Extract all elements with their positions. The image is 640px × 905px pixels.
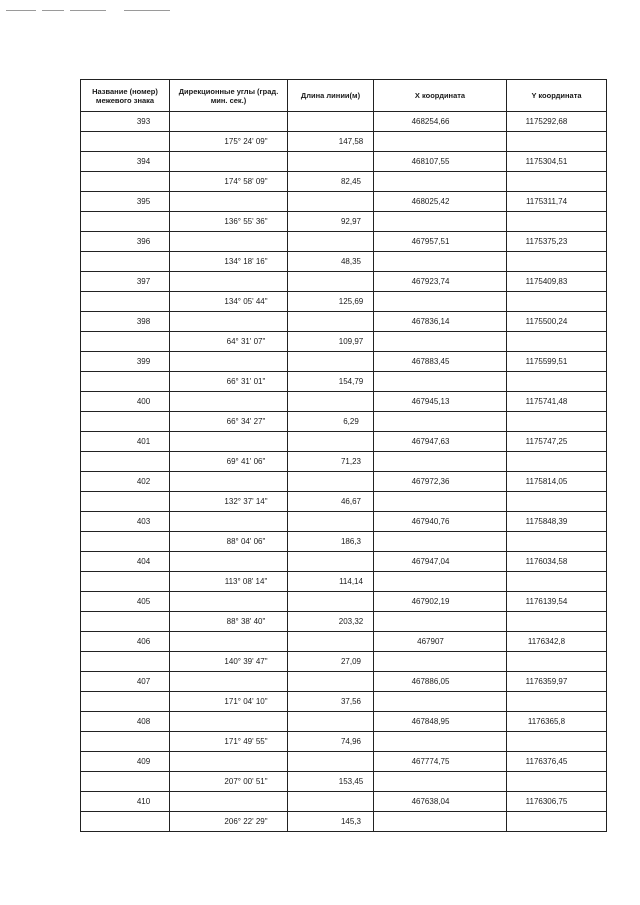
cell-point-name	[81, 292, 170, 312]
cell-x-coordinate: 467774,75	[374, 752, 507, 772]
cell-point-name	[81, 452, 170, 472]
cell-y-coordinate	[507, 812, 607, 832]
cell-y-coordinate: 1176306,75	[507, 792, 607, 812]
table-row-segment	[81, 212, 607, 232]
cell-x-coordinate	[374, 692, 507, 712]
cell-line-length	[288, 672, 374, 692]
cell-direction-angle: 136° 55' 36"	[170, 212, 288, 232]
boundary-coordinates-table	[80, 79, 607, 832]
cell-direction-angle	[170, 392, 288, 412]
cell-x-coordinate: 467947,63	[374, 432, 507, 452]
cell-direction-angle	[170, 152, 288, 172]
cell-direction-angle	[170, 712, 288, 732]
cell-direction-angle: 134° 18' 16"	[170, 252, 288, 272]
cell-direction-angle: 174° 58' 09"	[170, 172, 288, 192]
cell-direction-angle	[170, 752, 288, 772]
cell-x-coordinate: 467886,05	[374, 672, 507, 692]
cell-line-length	[288, 592, 374, 612]
cell-direction-angle: 64° 31' 07"	[170, 332, 288, 352]
cell-line-length	[288, 632, 374, 652]
table-row-point	[81, 192, 607, 212]
cell-line-length: 6,29	[288, 412, 374, 432]
cell-y-coordinate: 1176034,58	[507, 552, 607, 572]
cell-y-coordinate	[507, 292, 607, 312]
cell-x-coordinate	[374, 292, 507, 312]
table-row-segment	[81, 492, 607, 512]
cell-y-coordinate	[507, 332, 607, 352]
cell-x-coordinate	[374, 412, 507, 432]
cell-point-name: 396	[81, 232, 170, 252]
cell-y-coordinate: 1175375,23	[507, 232, 607, 252]
table-row-segment	[81, 412, 607, 432]
cell-x-coordinate: 468107,55	[374, 152, 507, 172]
table-header	[81, 80, 607, 112]
cell-point-name	[81, 812, 170, 832]
cell-y-coordinate	[507, 732, 607, 752]
cell-x-coordinate: 468254,66	[374, 112, 507, 132]
cell-line-length	[288, 192, 374, 212]
cell-line-length: 109,97	[288, 332, 374, 352]
cell-point-name: 397	[81, 272, 170, 292]
cell-y-coordinate: 1175292,68	[507, 112, 607, 132]
table-row-point	[81, 472, 607, 492]
cell-point-name	[81, 652, 170, 672]
cell-y-coordinate	[507, 132, 607, 152]
cell-direction-angle	[170, 192, 288, 212]
cell-x-coordinate	[374, 372, 507, 392]
cell-line-length	[288, 352, 374, 372]
cell-point-name: 393	[81, 112, 170, 132]
cell-y-coordinate: 1175741,48	[507, 392, 607, 412]
cell-direction-angle: 175° 24' 09"	[170, 132, 288, 152]
cell-direction-angle: 113° 08' 14"	[170, 572, 288, 592]
cell-point-name: 403	[81, 512, 170, 532]
table-body	[81, 112, 607, 832]
cell-point-name: 399	[81, 352, 170, 372]
cell-direction-angle: 140° 39' 47"	[170, 652, 288, 672]
cell-direction-angle	[170, 432, 288, 452]
cell-point-name: 394	[81, 152, 170, 172]
cell-y-coordinate: 1176342,8	[507, 632, 607, 652]
cell-point-name: 402	[81, 472, 170, 492]
scan-artifact-lines	[6, 10, 176, 14]
cell-line-length: 125,69	[288, 292, 374, 312]
cell-direction-angle: 69° 41' 06"	[170, 452, 288, 472]
table-row-segment	[81, 652, 607, 672]
cell-line-length	[288, 112, 374, 132]
cell-line-length: 92,97	[288, 212, 374, 232]
cell-direction-angle	[170, 272, 288, 292]
table-row-point	[81, 552, 607, 572]
cell-point-name: 398	[81, 312, 170, 332]
table-row-point	[81, 792, 607, 812]
cell-line-length	[288, 232, 374, 252]
cell-x-coordinate	[374, 452, 507, 472]
cell-direction-angle	[170, 472, 288, 492]
cell-line-length: 71,23	[288, 452, 374, 472]
header-direction-angle: Дирекционные углы (град. мин. сек.)	[170, 80, 288, 112]
cell-point-name: 401	[81, 432, 170, 452]
table-row-point	[81, 312, 607, 332]
cell-line-length: 74,96	[288, 732, 374, 752]
table-row-point	[81, 392, 607, 412]
cell-y-coordinate: 1176359,97	[507, 672, 607, 692]
cell-y-coordinate	[507, 532, 607, 552]
cell-direction-angle: 207° 00' 51"	[170, 772, 288, 792]
table-row-point	[81, 632, 607, 652]
cell-y-coordinate: 1175814,05	[507, 472, 607, 492]
table-row-segment	[81, 372, 607, 392]
cell-x-coordinate	[374, 572, 507, 592]
table-row-point	[81, 272, 607, 292]
cell-line-length: 37,56	[288, 692, 374, 712]
cell-x-coordinate: 467947,04	[374, 552, 507, 572]
cell-x-coordinate	[374, 132, 507, 152]
cell-point-name	[81, 372, 170, 392]
cell-line-length: 114,14	[288, 572, 374, 592]
cell-point-name: 404	[81, 552, 170, 572]
cell-y-coordinate	[507, 252, 607, 272]
table-row-point	[81, 752, 607, 772]
cell-point-name: 407	[81, 672, 170, 692]
cell-line-length	[288, 272, 374, 292]
cell-y-coordinate: 1176376,45	[507, 752, 607, 772]
cell-x-coordinate	[374, 332, 507, 352]
cell-direction-angle: 88° 04' 06"	[170, 532, 288, 552]
cell-direction-angle	[170, 592, 288, 612]
cell-y-coordinate	[507, 572, 607, 592]
cell-direction-angle: 171° 49' 55"	[170, 732, 288, 752]
cell-line-length: 46,67	[288, 492, 374, 512]
cell-line-length	[288, 552, 374, 572]
cell-direction-angle	[170, 512, 288, 532]
table-row-point	[81, 512, 607, 532]
cell-line-length	[288, 432, 374, 452]
table-row-segment	[81, 692, 607, 712]
cell-point-name	[81, 172, 170, 192]
cell-x-coordinate: 467836,14	[374, 312, 507, 332]
cell-line-length	[288, 392, 374, 412]
cell-point-name	[81, 212, 170, 232]
table-row-point	[81, 712, 607, 732]
cell-y-coordinate	[507, 652, 607, 672]
cell-direction-angle: 66° 31' 01"	[170, 372, 288, 392]
cell-point-name	[81, 412, 170, 432]
table-row-segment	[81, 572, 607, 592]
table-row-point	[81, 112, 607, 132]
cell-direction-angle	[170, 552, 288, 572]
cell-x-coordinate: 467923,74	[374, 272, 507, 292]
cell-y-coordinate	[507, 372, 607, 392]
cell-direction-angle: 206° 22' 29"	[170, 812, 288, 832]
cell-y-coordinate	[507, 412, 607, 432]
table-row-segment	[81, 292, 607, 312]
cell-point-name	[81, 612, 170, 632]
cell-y-coordinate	[507, 212, 607, 232]
cell-x-coordinate: 468025,42	[374, 192, 507, 212]
cell-point-name: 409	[81, 752, 170, 772]
cell-y-coordinate: 1175409,83	[507, 272, 607, 292]
cell-point-name: 406	[81, 632, 170, 652]
cell-direction-angle: 66° 34' 27"	[170, 412, 288, 432]
cell-point-name: 395	[81, 192, 170, 212]
header-point-name: Название (номер) межевого знака	[81, 80, 170, 112]
cell-point-name	[81, 252, 170, 272]
cell-x-coordinate: 467848,95	[374, 712, 507, 732]
cell-direction-angle: 171° 04' 10"	[170, 692, 288, 712]
cell-line-length: 203,32	[288, 612, 374, 632]
cell-line-length	[288, 512, 374, 532]
cell-line-length	[288, 712, 374, 732]
table-row-segment	[81, 732, 607, 752]
cell-x-coordinate	[374, 252, 507, 272]
table-row-segment	[81, 172, 607, 192]
cell-direction-angle	[170, 352, 288, 372]
cell-direction-angle	[170, 232, 288, 252]
cell-direction-angle: 134° 05' 44"	[170, 292, 288, 312]
table-row-segment	[81, 252, 607, 272]
cell-y-coordinate: 1175304,51	[507, 152, 607, 172]
cell-point-name	[81, 332, 170, 352]
cell-x-coordinate	[374, 772, 507, 792]
cell-point-name	[81, 692, 170, 712]
table-row-segment	[81, 452, 607, 472]
cell-point-name	[81, 772, 170, 792]
cell-y-coordinate	[507, 772, 607, 792]
cell-point-name	[81, 132, 170, 152]
cell-y-coordinate: 1176139,54	[507, 592, 607, 612]
cell-line-length: 147,58	[288, 132, 374, 152]
cell-x-coordinate	[374, 492, 507, 512]
cell-x-coordinate	[374, 732, 507, 752]
cell-x-coordinate	[374, 812, 507, 832]
cell-line-length: 186,3	[288, 532, 374, 552]
cell-y-coordinate	[507, 172, 607, 192]
cell-line-length: 48,35	[288, 252, 374, 272]
cell-x-coordinate: 467957,51	[374, 232, 507, 252]
cell-point-name: 408	[81, 712, 170, 732]
cell-x-coordinate	[374, 172, 507, 192]
table-row-point	[81, 672, 607, 692]
table-row-segment	[81, 772, 607, 792]
cell-y-coordinate: 1175747,25	[507, 432, 607, 452]
cell-x-coordinate: 467940,76	[374, 512, 507, 532]
cell-line-length	[288, 752, 374, 772]
cell-direction-angle: 88° 38' 40"	[170, 612, 288, 632]
cell-line-length: 154,79	[288, 372, 374, 392]
cell-line-length	[288, 312, 374, 332]
cell-x-coordinate: 467883,45	[374, 352, 507, 372]
cell-direction-angle	[170, 672, 288, 692]
cell-point-name	[81, 492, 170, 512]
cell-line-length: 153,45	[288, 772, 374, 792]
cell-direction-angle	[170, 632, 288, 652]
cell-y-coordinate	[507, 492, 607, 512]
table-row-segment	[81, 532, 607, 552]
cell-y-coordinate	[507, 452, 607, 472]
cell-line-length	[288, 152, 374, 172]
cell-point-name	[81, 732, 170, 752]
header-y-coordinate: Y координата	[507, 80, 607, 112]
cell-x-coordinate: 467907	[374, 632, 507, 652]
table-row-point	[81, 592, 607, 612]
cell-y-coordinate: 1175311,74	[507, 192, 607, 212]
cell-x-coordinate	[374, 212, 507, 232]
table-row-segment	[81, 332, 607, 352]
cell-point-name: 400	[81, 392, 170, 412]
cell-line-length: 27,09	[288, 652, 374, 672]
cell-point-name: 410	[81, 792, 170, 812]
cell-x-coordinate	[374, 532, 507, 552]
cell-line-length: 145,3	[288, 812, 374, 832]
cell-x-coordinate: 467902,19	[374, 592, 507, 612]
cell-x-coordinate: 467972,36	[374, 472, 507, 492]
cell-point-name	[81, 532, 170, 552]
cell-x-coordinate: 467945,13	[374, 392, 507, 412]
cell-direction-angle	[170, 312, 288, 332]
cell-line-length: 82,45	[288, 172, 374, 192]
cell-y-coordinate: 1175500,24	[507, 312, 607, 332]
cell-y-coordinate	[507, 612, 607, 632]
cell-point-name: 405	[81, 592, 170, 612]
cell-x-coordinate	[374, 652, 507, 672]
cell-direction-angle	[170, 792, 288, 812]
cell-x-coordinate: 467638,04	[374, 792, 507, 812]
table-row-point	[81, 352, 607, 372]
table-row-point	[81, 152, 607, 172]
header-line-length: Длина линии(м)	[288, 80, 374, 112]
cell-y-coordinate: 1176365,8	[507, 712, 607, 732]
table-row-segment	[81, 812, 607, 832]
table-row-segment	[81, 132, 607, 152]
header-x-coordinate: X координата	[374, 80, 507, 112]
cell-x-coordinate	[374, 612, 507, 632]
table-row-point	[81, 232, 607, 252]
table-row-segment	[81, 612, 607, 632]
table-row-point	[81, 432, 607, 452]
cell-point-name	[81, 572, 170, 592]
cell-direction-angle	[170, 112, 288, 132]
cell-direction-angle: 132° 37' 14"	[170, 492, 288, 512]
cell-line-length	[288, 472, 374, 492]
cell-y-coordinate: 1175599,51	[507, 352, 607, 372]
cell-line-length	[288, 792, 374, 812]
cell-y-coordinate	[507, 692, 607, 712]
cell-y-coordinate: 1175848,39	[507, 512, 607, 532]
